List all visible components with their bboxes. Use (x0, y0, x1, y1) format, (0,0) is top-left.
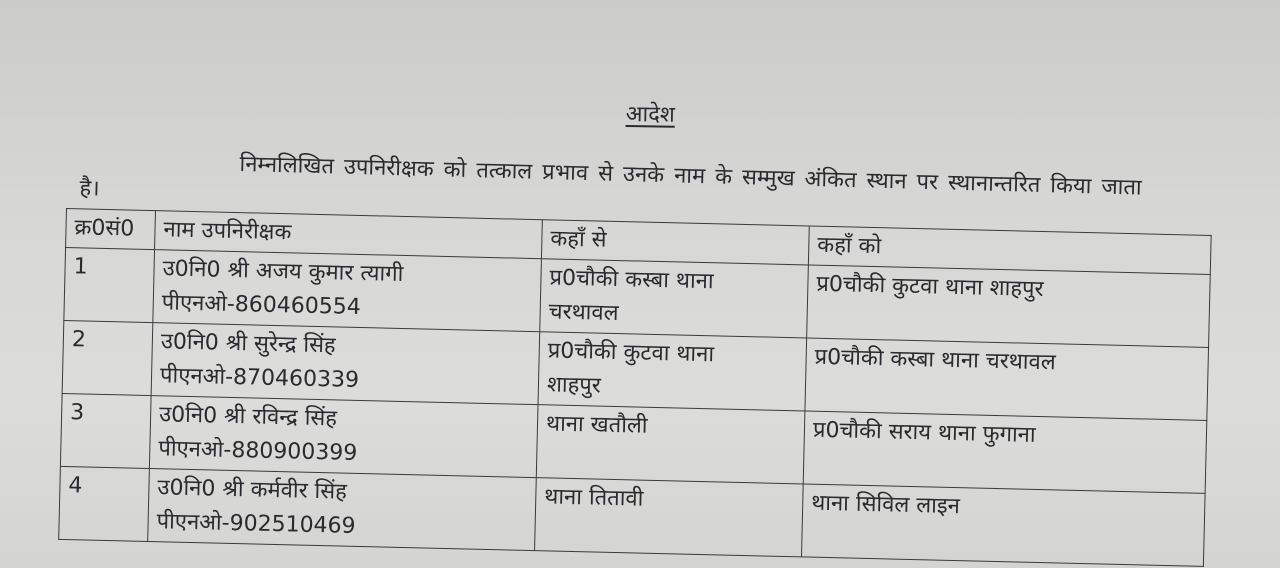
cell-officer (151, 323, 540, 405)
officer-name: उ0नि0 श्री अजय कुमार त्यागी (162, 256, 404, 287)
header-to: कहाँ को (808, 226, 1211, 274)
cell-officer (148, 469, 537, 551)
order-paragraph-line-1: निम्नलिखित उपनिरीक्षक को तत्काल प्रभाव से उनके नाम के सम्मुख अंकित स्थान पर स्थानान्तरित किया जाता (239, 151, 1142, 201)
officer-pno: पीएनओ-902510469 (156, 509, 356, 539)
header-officer-name: नाम उपनिरीक्षक (155, 211, 543, 259)
cell-from (536, 405, 805, 484)
document-title: आदेश (625, 101, 676, 128)
from-line: शाहपुर (546, 372, 602, 399)
cell-from (535, 478, 804, 557)
officer-name: उ0नि0 श्री सुरेन्द्र सिंह (160, 329, 336, 359)
transfer-table (58, 208, 1212, 567)
transfer-table-wrapper (58, 208, 1212, 567)
to-line: थाना सिविल लाइन (810, 490, 961, 520)
officer-pno: पीएनओ-870460339 (159, 363, 360, 393)
from-line: प्र0चौकी कुटवा थाना (547, 338, 715, 368)
header-from: कहाँ से (541, 220, 809, 265)
cell-from (538, 332, 807, 411)
from-line: चरथावल (548, 299, 619, 327)
cell-officer (153, 250, 542, 332)
from-line: थाना खतौली (545, 411, 648, 439)
order-paragraph-line-2: है। (79, 175, 100, 202)
cell-serial-number: 4 (59, 466, 150, 541)
cell-to (801, 484, 1205, 566)
officer-name: उ0नि0 श्री कर्मवीर सिंह (157, 475, 348, 505)
cell-serial-number: 3 (60, 393, 151, 468)
cell-officer (149, 396, 538, 478)
cell-serial-number: 2 (62, 320, 153, 395)
officer-pno: पीएनओ-880900399 (158, 436, 358, 466)
cell-to (807, 265, 1211, 347)
to-line: प्र0चौकी कस्बा थाना चरथावल (814, 344, 1056, 376)
cell-serial-number: 1 (64, 248, 155, 323)
cell-to (805, 338, 1209, 420)
header-serial-number: क्र0सं0 (66, 209, 156, 250)
from-line: थाना तितावी (544, 484, 644, 512)
officer-name: उ0नि0 श्री रविन्द्र सिंह (158, 402, 338, 432)
to-line: प्र0चौकी कुटवा थाना शाहपुर (816, 271, 1044, 303)
from-line: प्र0चौकी कस्बा थाना (549, 265, 714, 295)
officer-pno: पीएनओ-860460554 (161, 290, 362, 320)
cell-to (803, 411, 1207, 493)
to-line: प्र0चौकी सराय थाना फुगाना (812, 417, 1036, 448)
cell-from (540, 259, 809, 338)
